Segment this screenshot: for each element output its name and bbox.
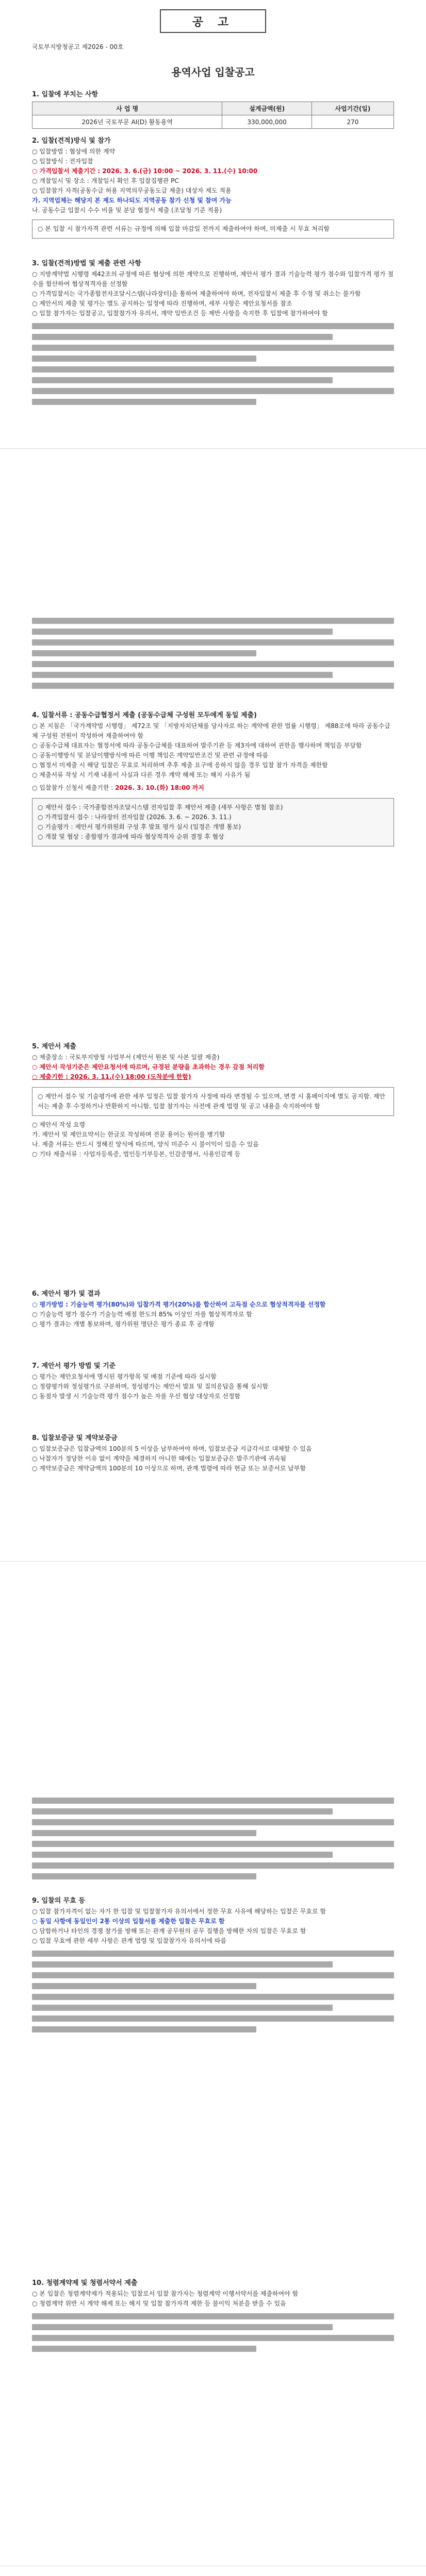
section-5: [32, 1041, 394, 1159]
list-item: 가. 지역업체는 해당지 본 제도 하나되도 지역공동 참가 신청 및 참여 가능: [32, 197, 232, 204]
paragraph: ○ 기타 제출서류 : 사업자등록증, 법인등기부등본, 인감증명서, 사용인감계 등: [32, 1150, 241, 1158]
section-title: 5. 제안서 제출: [32, 1043, 76, 1050]
paragraph: ○ 제안서 작성 요령: [32, 1121, 86, 1128]
paragraph: ○ 입찰 참가자격이 없는 자가 한 입찰 및 입찰참가자 유의서에서 정한 무효 사유에 해당하는 입찰은 무효로 함: [32, 1908, 326, 1915]
section-title: 4. 입찰서류 : 공동수급협정서 제출 (공동수급체 구성원 모두에게 동일 제출): [32, 711, 257, 719]
paragraph: ○ 가격입찰서는 국가종합전자조달시스템(나라장터)을 통하여 제출하여야 하며, 전자입찰서 제출 후 수정 및 취소는 불가함: [32, 290, 361, 297]
list-item: ○ 입찰방법 : 협상에 의한 계약: [32, 148, 116, 155]
paragraph: ○ 기술능력 평가 점수가 기술능력 배점 한도의 85% 이상인 자를 협상적격자로 함: [32, 1311, 252, 1318]
paragraph: ○ 평가는 제안요청서에 명시된 평가항목 및 배점 기준에 따라 실시함: [32, 1373, 217, 1380]
project-table: [32, 101, 394, 129]
paragraph: ○ 정량평가와 정성평가로 구분하며, 정성평가는 제안서 발표 및 질의응답을 통해 실시함: [32, 1383, 269, 1390]
notice-box: [32, 219, 394, 239]
notice-badge: 공 고: [160, 9, 266, 33]
table-row: [32, 115, 394, 129]
paragraph: ○ 동일 사항에 동일인이 2통 이상의 입찰서를 제출한 입찰은 무효로 함: [32, 1918, 225, 1925]
paragraph: ○ 낙찰자가 정당한 이유 없이 계약을 체결하지 아니한 때에는 입찰보증금은 발주기관에 귀속됨: [32, 1455, 286, 1462]
paragraph: 가. 제안서 및 제안요약서는 한글로 작성하며 전문 용어는 원어를 병기함: [32, 1131, 225, 1138]
deadline-value: 2026. 3. 10.(화) 18:00 까지: [115, 784, 204, 791]
list-item: ○ 가격입찰서 제출기간 : 2026. 3. 6.(금) 10:00 ~ 2026. 3. 11.(수) 10:00: [32, 167, 258, 175]
table-header: 사 업 명: [32, 102, 222, 115]
paragraph: ○ 동점자 발생 시 기술능력 평가 점수가 높은 자를 우선 협상 대상자로 선정함: [32, 1393, 241, 1400]
section-title: 8. 입찰보증금 및 계약보증금: [32, 1434, 118, 1442]
section-title: 10. 청렴계약제 및 청렴서약서 제출: [32, 2279, 138, 2287]
paragraph: ○ 협정서 미제출 시 해당 입찰은 무효로 처리하며 추후 제출 요구에 응하지 않을 경우 입찰 참가 자격을 제한함: [32, 761, 328, 769]
list-item: 나. 공동수급 입찰시 수수 비율 및 분담 협정서 제출 (조달청 기준 적용): [32, 207, 222, 214]
section-title: 2. 입찰(견적)방식 및 참가: [32, 137, 111, 145]
section-8: [32, 1432, 394, 1473]
paragraph: 나. 제출 서류는 반드시 정해진 양식에 따르며, 양식 미준수 시 불이익이 있을 수 있음: [32, 1141, 259, 1148]
table-header: 설계금액(원): [222, 102, 312, 115]
schedule-item: ○ 제안서 접수 : 국가종합전자조달시스템 전자입찰 후 제안서 제출 (세부 사항은 별첨 참조): [38, 804, 283, 811]
paragraph: ○ 계약보증금은 계약금액의 100분의 10 이상으로 하며, 관계 법령에 따라 현금 또는 보증서로 납부함: [32, 1465, 306, 1472]
table-header: 사업기간(일): [312, 102, 394, 115]
page-title: 용역사업 입찰공고: [171, 66, 255, 78]
list-item: ○ 개찰일시 및 장소 : 개찰일시 확인 후 입찰집행관 PC: [32, 177, 179, 184]
paragraph: ○ 입찰 참가자는 입찰공고, 입찰참가자 유의서, 계약 일반조건 등 제반 사항을 숙지한 후 입찰에 참가하여야 함: [32, 310, 328, 317]
paragraph: ○ 담합하거나 타인의 경쟁 참가를 방해 또는 관계 공무원의 공무 집행을 방해한 자의 입찰은 무효로 함: [32, 1927, 306, 1935]
schedule-box: [32, 798, 394, 846]
paragraph: ○ 공동이행방식 및 분담이행방식에 따른 이행 책임은 계약일반조건 및 관련 규정에 따름: [32, 752, 269, 759]
paragraph: ○ 본 입찰은 청렴계약제가 적용되는 입찰로서 입찰 참가자는 청렴계약 이행서약서를 제출하여야 함: [32, 2290, 299, 2297]
section-1: [32, 89, 394, 129]
notice-box: [32, 1087, 394, 1116]
paragraph: ○ 지방계약법 시행령 제42조의 규정에 따른 협상에 의한 계약으로 진행하며, 제안서 평가 결과 기술능력 평가 점수와 입찰가격 평가 점수를 합산하여 협상적격자를 선정함: [32, 270, 394, 287]
table-cell: 270: [312, 115, 394, 129]
schedule-item: ○ 개찰 및 협상 : 종합평가 결과에 따라 협상적격자 순위 결정 후 협상: [38, 833, 224, 840]
notice-text: ○ 본 입찰 시 참가자격 관련 서류는 규정에 의해 입찰 마감일 전까지 제출하여야 하며, 미제출 시 무효 처리함: [38, 225, 330, 232]
deadline-label: ○ 입찰참가 신청서 제출기한 :: [32, 784, 113, 791]
section-title: 7. 제안서 평가 방법 및 기준: [32, 1362, 116, 1370]
table-cell: 2026년 국토부문 AI(D) 활동용역: [32, 115, 222, 129]
paragraph: ○ 제안서 작성기준은 제안요청서에 따르며, 규정된 분량을 초과하는 경우 감점 처리함: [32, 1063, 265, 1071]
schedule-item: ○ 기술평가 : 제안서 평가위원회 구성 후 발표 평가 실시 (일정은 개별 통보): [38, 823, 241, 831]
table-cell: 330,000,000: [222, 115, 312, 129]
paragraph: ○ 평가 결과는 개별 통보하며, 평가위원 명단은 평가 종료 후 공개함: [32, 1320, 215, 1328]
notice-number: 국토부지방청공고 제2026 - 00호: [32, 43, 124, 50]
section-9: [32, 1793, 394, 2037]
section-title: 9. 입찰의 무효 등: [32, 1897, 85, 1905]
paragraph: ○ 입찰보증금은 입찰금액의 100분의 5 이상을 납부하여야 하며, 입찰보증금 지급각서로 대체할 수 있음: [32, 1445, 312, 1452]
paragraph: ○ 본 지침은 「국가계약법 시행령」 제72조 및 「지방자치단체를 당사자로 하는 계약에 관한 법률 시행령」 제88조에 따라 공동수급체 구성원 전원이 작성하여 제출하여야 함: [32, 722, 390, 739]
list-item: ○ 입찰참가 자격(공동수급 허용 지역의무공동도급 제출) 대상자 제도 적용: [32, 187, 232, 194]
paragraph: ○ 제출서류 작성 시 기재 내용이 사실과 다른 경우 계약 해제 또는 해지 사유가 됨: [32, 771, 251, 778]
section-2: [32, 135, 394, 239]
section-6: [32, 1288, 394, 1329]
section-title: 3. 입찰(견적)방법 및 제출 관련 사항: [32, 260, 141, 267]
section-title: 6. 제안서 평가 및 결과: [32, 1290, 101, 1298]
paragraph: ○ 제출장소 : 국토부지방청 사업부서 (제안서 원본 및 사본 일괄 제출): [32, 1054, 220, 1061]
section-10: [32, 2277, 394, 2357]
schedule-item: ○ 가격입찰서 접수 : 나라장터 전자입찰 (2026. 3. 6. ~ 2026. 3. 11.): [38, 814, 232, 821]
section-4: [32, 613, 394, 846]
paragraph: ○ 공동수급체 대표자는 협정서에 따라 공동수급체를 대표하여 발주기관 등 제3자에 대하여 권한을 행사하며 책임을 부담함: [32, 742, 362, 749]
list-item: ○ 입찰방식 : 전자입찰: [32, 158, 93, 165]
notice-text: ○ 제안서 접수 및 기술평가에 관한 세부 일정은 입찰 참가자 사정에 따라 변경될 수 있으며, 변경 시 홈페이지에 별도 공지함. 제안서는 제출 후 수정하거나 반환하지 아니함. 입찰 참가자는 사전에 관계 법령 및 공고 내용을 숙지하여야 함: [38, 1093, 385, 1110]
paragraph: ○ 평가방법 : 기술능력 평가(80%)와 입찰가격 평가(20%)를 합산하여 고득점 순으로 협상적격자를 선정함: [32, 1301, 326, 1308]
section-title: 1. 입찰에 부치는 사항: [32, 91, 99, 98]
paragraph: ○ 제안서의 제출 및 평가는 별도 공지하는 일정에 따라 진행하며, 세부 사항은 제안요청서를 참조: [32, 300, 292, 307]
section-7: [32, 1360, 394, 1401]
section-3: [32, 258, 394, 410]
paragraph: ○ 입찰 무효에 관한 세부 사항은 관계 법령 및 입찰참가자 유의서에 따름: [32, 1937, 227, 1944]
paragraph: ○ 제출기한 : 2026. 3. 11.(수) 18:00 (도착분에 한함): [32, 1073, 191, 1080]
paragraph: ○ 청렴계약 위반 시 계약 해제 또는 해지 및 입찰 참가자격 제한 등 불이익 처분을 받을 수 있음: [32, 2300, 286, 2307]
